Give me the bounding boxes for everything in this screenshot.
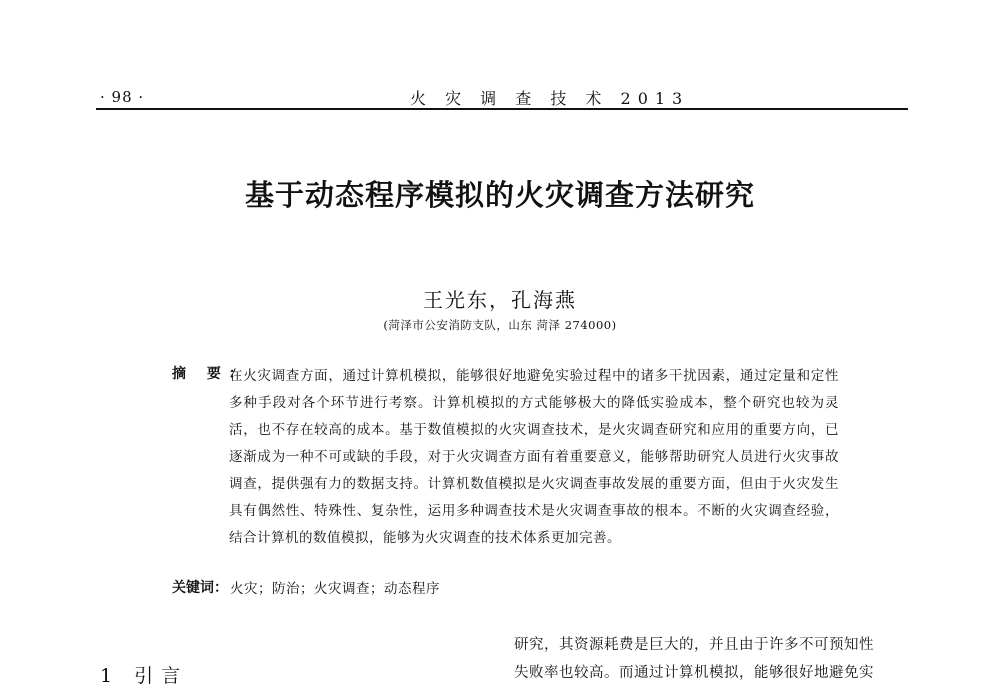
affiliation: (菏泽市公安消防支队，山东 菏泽 274000) — [383, 318, 617, 332]
article-title: 基于动态程序模拟的火灾调查方法研究 — [244, 178, 755, 212]
header-rule — [96, 108, 908, 110]
body-line: 失败率也较高。而通过计算机模拟，能够很好地避免实 — [514, 665, 874, 681]
authors: 王光东，孔海燕 — [423, 288, 577, 312]
body-right-column — [514, 631, 914, 687]
abstract-label: 摘 要： — [172, 366, 251, 382]
keywords: 火灾；防治；火灾调查；动态程序 — [230, 581, 440, 597]
section-heading-introduction: 1 引言 — [100, 665, 189, 687]
body-line: 研究，其资源耗费是巨大的，并且由于许多不可预知性 — [514, 637, 874, 653]
page-number: · 98 · — [100, 88, 145, 106]
keywords-label: 关键词： — [172, 580, 228, 596]
abstract-text: 在火灾调查方面，通过计算机模拟，能够很好地避免实验过程中的诸多干扰因素，通过定量和定性多种手段对各个环节进行考察。计算机模拟的方式能够极大的降低实验成本，整个研究也较为灵活，也不存在较高的成本。基于数值模拟的火灾调查技术，是火灾调查研究和应用的重要方向，已逐渐成为一种不可或缺的手段，对于火灾调查方面有着重要意义，能够帮助研究人员进行火灾事故调查，提供强有力的数据支持。计算机数值模拟是火灾调查事故发展的重要方面，但由于火灾发生具有偶然性、特殊性、复杂性，运用多种调查技术是火灾调查事故的根本。不断的火灾调查经验，结合计算机的数值模拟，能够为火灾调查的技术体系更加完善。 — [229, 368, 839, 546]
running-header-journal: 火 灾 调 查 技 术 2013 — [410, 89, 690, 108]
